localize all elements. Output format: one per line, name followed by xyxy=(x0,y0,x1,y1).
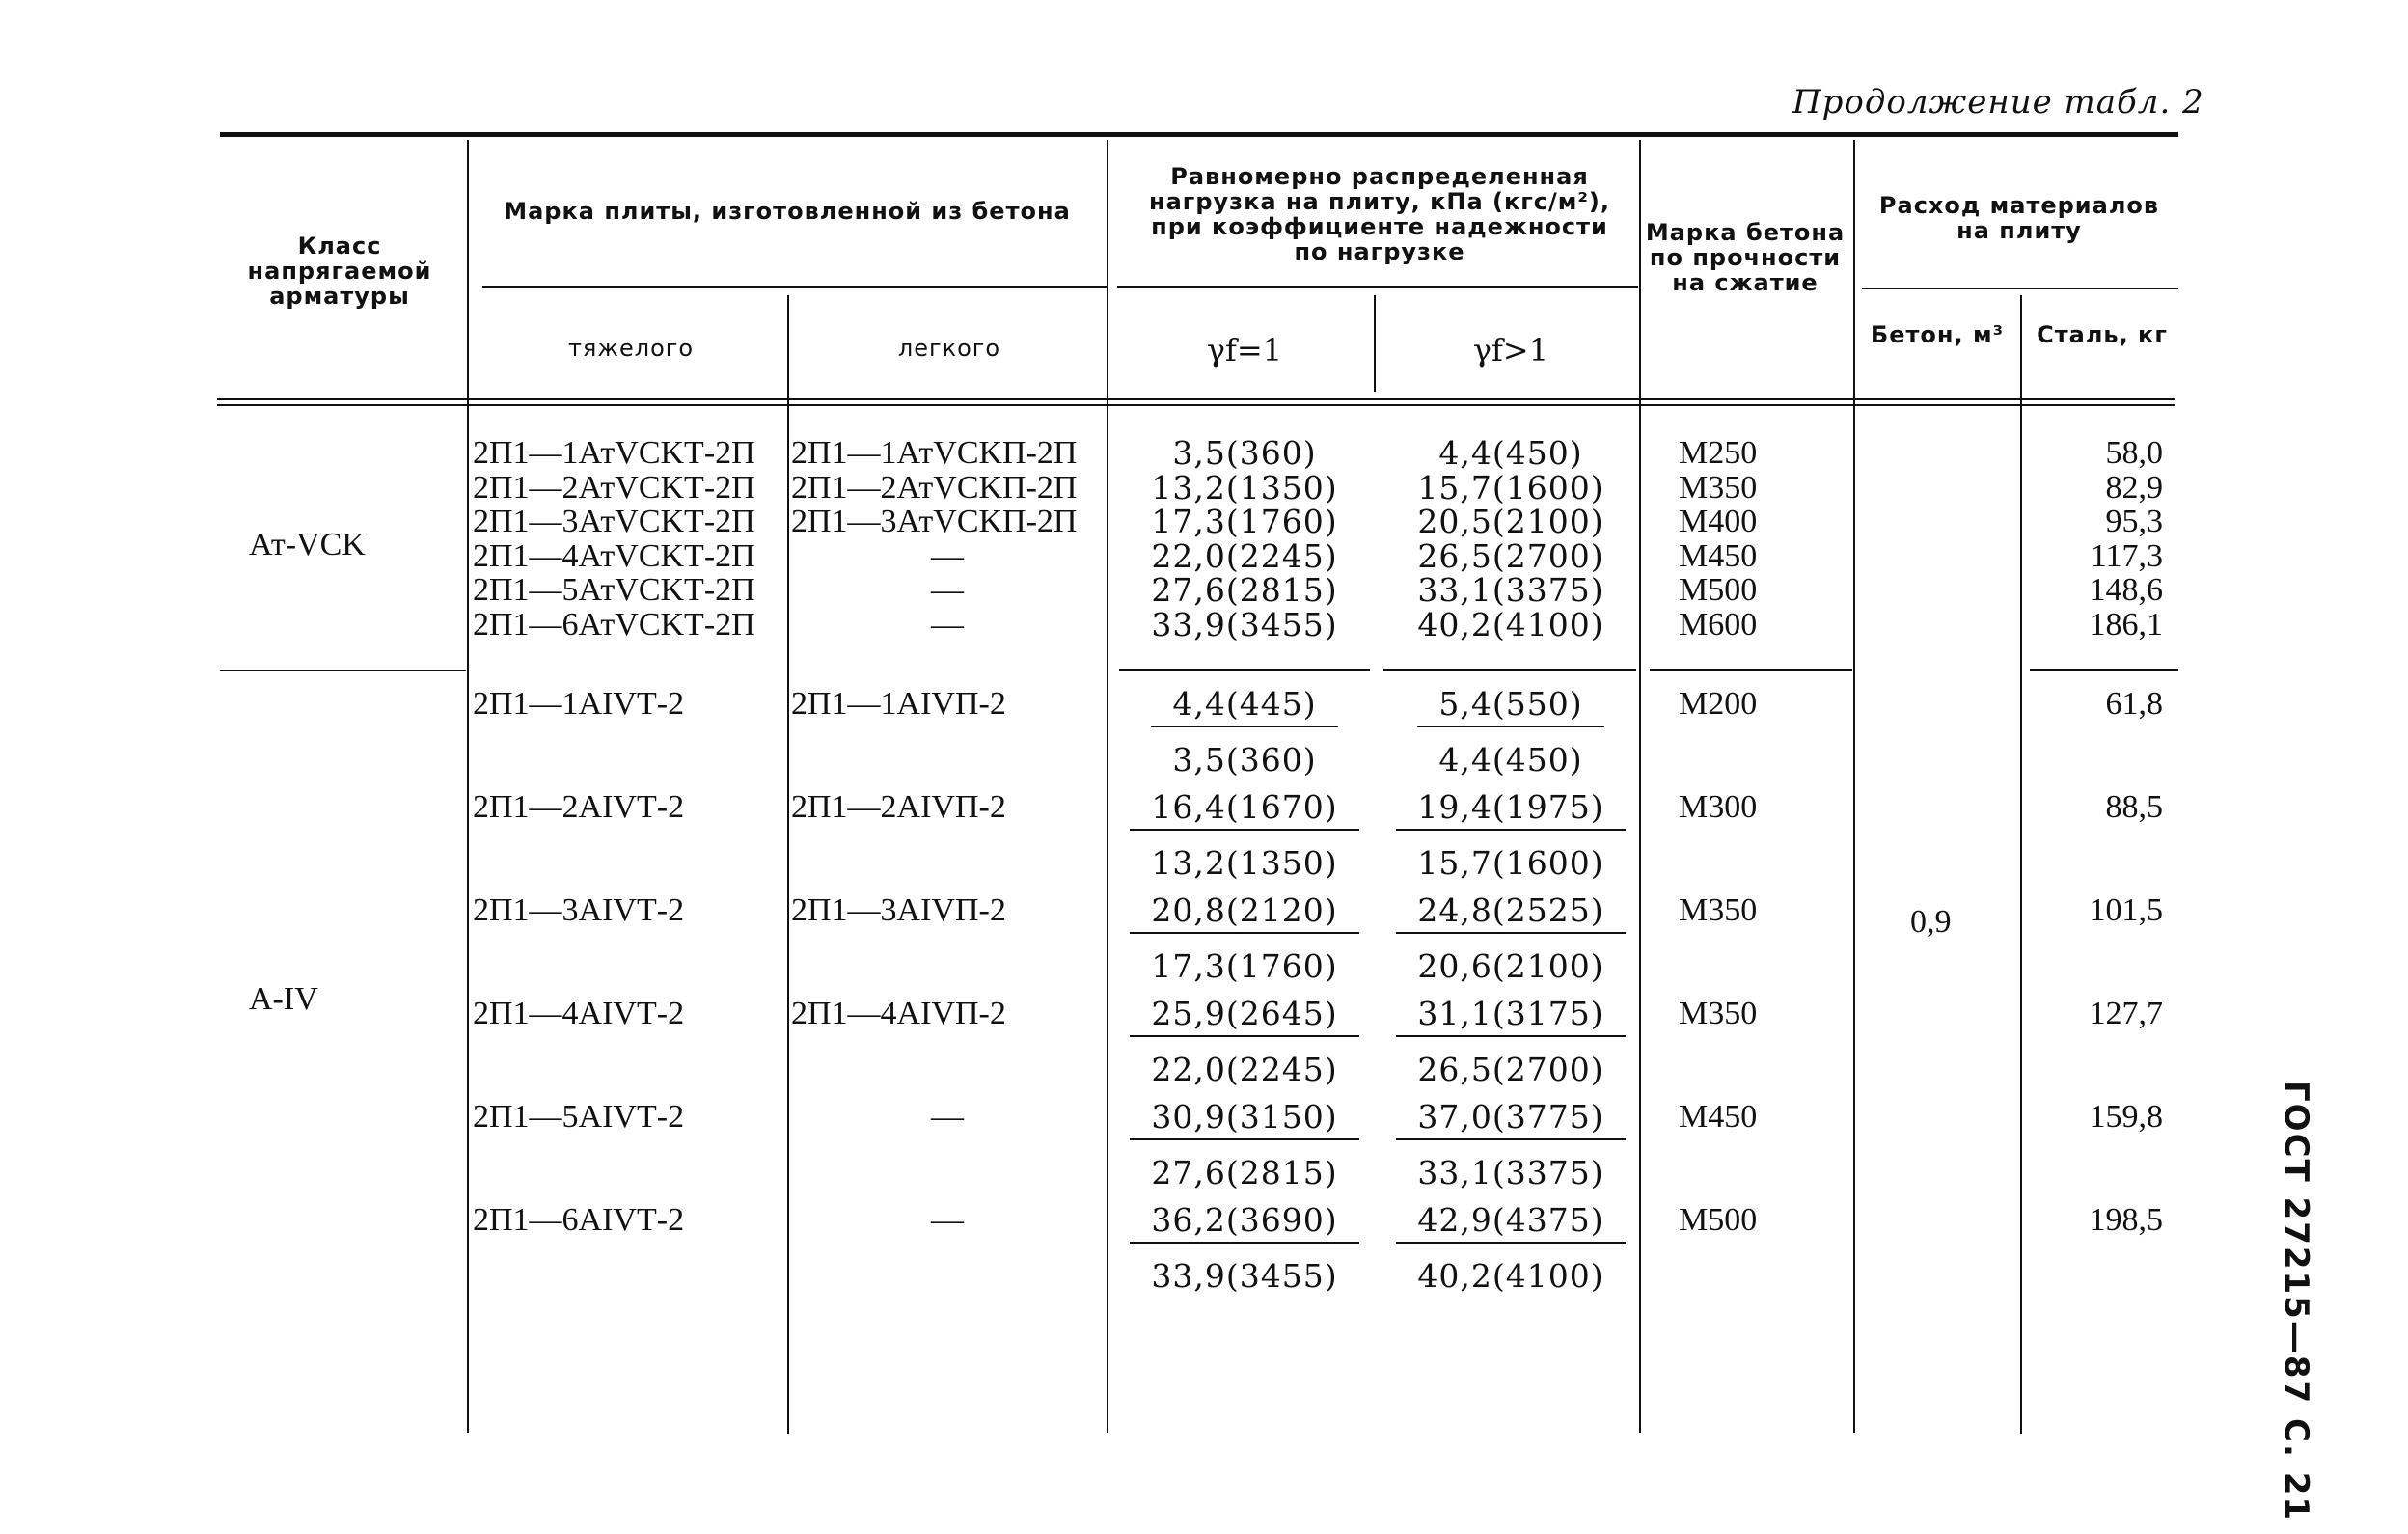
load-gamma-gt1-fraction-top: 31,1(3175) xyxy=(1396,997,1625,1037)
load-gamma-gt1-fraction xyxy=(1385,893,1636,984)
plate-mark-heavy: 2П1—1АтVCKТ-2П xyxy=(473,435,755,471)
load-gamma-gt1-fraction xyxy=(1385,1100,1636,1191)
load-gamma-gt1-fraction-bottom: 40,2(4100) xyxy=(1417,1257,1604,1295)
steel-kg: 148,6 xyxy=(2089,572,2163,608)
plate-mark-heavy: 2П1—1AIVТ-2 xyxy=(473,686,685,722)
concrete-grade: М500 xyxy=(1679,1202,1758,1238)
plate-mark-light: 2П1—1AIVП-2 xyxy=(791,686,1006,722)
header-bottom-rule xyxy=(217,398,2175,400)
group-divider-3 xyxy=(1383,669,1636,671)
plate-mark-light: 2П1—2АтVCKП-2П xyxy=(791,470,1078,506)
load-gamma-gt1: 33,1(3375) xyxy=(1417,571,1604,609)
plate-mark-light: — xyxy=(931,1202,964,1238)
plate-mark-light: 2П1—1АтVCKП-2П xyxy=(791,435,1078,471)
header-gamma-gt1: γf>1 xyxy=(1472,332,1549,369)
steel-kg: 159,8 xyxy=(2089,1099,2163,1135)
concrete-grade: М500 xyxy=(1679,572,1758,608)
col-divider-3 xyxy=(1107,140,1108,1433)
concrete-grade: М450 xyxy=(1679,538,1758,574)
header-marka-betona: Марка бетона по прочности на сжатие xyxy=(1645,219,1846,296)
header-beton: Бетон, м³ xyxy=(1870,321,2005,348)
plate-mark-light: 2П1—3АтVCKП-2П xyxy=(791,504,1078,539)
plate-mark-heavy: 2П1—3АтVCKТ-2П xyxy=(473,504,755,539)
table-top-rule xyxy=(220,132,2178,137)
plate-mark-light: — xyxy=(931,538,964,574)
header-klass: Класс напрягаемой арматуры xyxy=(247,233,432,310)
load-gamma-gt1-fraction-top: 37,0(3775) xyxy=(1396,1100,1625,1140)
col-divider-6 xyxy=(1853,140,1855,1433)
header-rashod: Расход материалов на плиту xyxy=(1878,192,2160,244)
load-gamma1-fraction-bottom: 22,0(2245) xyxy=(1151,1051,1338,1088)
load-gamma1: 22,0(2245) xyxy=(1151,537,1338,575)
plate-mark-light: — xyxy=(931,607,964,643)
load-gamma1-fraction-bottom: 33,9(3455) xyxy=(1151,1257,1338,1295)
header-bottom-rule-2 xyxy=(217,404,2175,406)
header-legkogo: легкого xyxy=(897,335,1001,362)
concrete-grade: М450 xyxy=(1679,1099,1758,1135)
load-gamma1-fraction-top: 25,9(2645) xyxy=(1130,997,1358,1037)
steel-kg: 61,8 xyxy=(2105,686,2163,722)
steel-kg: 88,5 xyxy=(2105,789,2163,825)
group-divider-5 xyxy=(2030,669,2178,671)
header-stal: Сталь, кг xyxy=(2037,321,2168,348)
load-gamma1-fraction-top: 4,4(445) xyxy=(1151,687,1337,727)
load-gamma1-fraction-bottom: 17,3(1760) xyxy=(1151,947,1338,985)
plate-mark-light: — xyxy=(931,572,964,608)
steel-kg: 82,9 xyxy=(2105,470,2163,506)
load-gamma-gt1: 40,2(4100) xyxy=(1417,606,1604,644)
load-gamma-gt1-fraction xyxy=(1385,687,1636,778)
table-caption: Продолжение табл. 2 xyxy=(1792,83,2204,122)
group1-beton-volume: 0,9 xyxy=(1910,904,1952,940)
concrete-grade: М200 xyxy=(1679,686,1758,722)
group-divider-2 xyxy=(1119,669,1370,671)
steel-kg: 58,0 xyxy=(2105,435,2163,471)
load-gamma1: 13,2(1350) xyxy=(1151,469,1338,507)
concrete-grade: М350 xyxy=(1679,892,1758,928)
steel-kg: 101,5 xyxy=(2089,892,2163,928)
load-gamma-gt1-fraction xyxy=(1385,790,1636,881)
load-gamma-gt1-fraction-bottom: 33,1(3375) xyxy=(1417,1154,1604,1192)
plate-mark-light: 2П1—4AIVП-2 xyxy=(791,996,1006,1031)
group1-klass: Ат-VCK xyxy=(249,527,366,562)
plate-mark-heavy: 2П1—2AIVТ-2 xyxy=(473,789,685,825)
steel-kg: 186,1 xyxy=(2089,607,2163,643)
concrete-grade: М350 xyxy=(1679,996,1758,1031)
header-mid-rule-2 xyxy=(1117,286,1638,288)
plate-mark-heavy: 2П1—3AIVТ-2 xyxy=(473,892,685,928)
steel-kg: 117,3 xyxy=(2090,538,2163,574)
plate-mark-heavy: 2П1—6АтVCKТ-2П xyxy=(473,607,755,643)
load-gamma1-fraction-top: 30,9(3150) xyxy=(1130,1100,1358,1140)
steel-kg: 127,7 xyxy=(2089,996,2163,1031)
load-gamma-gt1-fraction-top: 42,9(4375) xyxy=(1396,1203,1625,1244)
load-gamma1-fraction-bottom: 3,5(360) xyxy=(1172,741,1317,779)
load-gamma-gt1-fraction-top: 19,4(1975) xyxy=(1396,790,1625,831)
plate-mark-heavy: 2П1—2АтVCKТ-2П xyxy=(473,470,755,506)
document-side-label: ГОСТ 27215—87 С. 21 xyxy=(2277,1081,2315,1522)
load-gamma-gt1-fraction-bottom: 20,6(2100) xyxy=(1417,947,1604,985)
load-gamma1-fraction xyxy=(1119,1203,1370,1294)
concrete-grade: М600 xyxy=(1679,607,1758,643)
load-gamma-gt1-fraction-bottom: 4,4(450) xyxy=(1438,741,1583,779)
load-gamma-gt1-fraction-top: 24,8(2525) xyxy=(1396,893,1625,934)
group2-klass: A-IV xyxy=(249,981,318,1017)
header-mid-rule-1 xyxy=(482,286,1108,288)
load-gamma1: 27,6(2815) xyxy=(1151,571,1338,609)
concrete-grade: М300 xyxy=(1679,789,1758,825)
col-divider-7 xyxy=(2020,295,2022,1434)
plate-mark-heavy: 2П1—6AIVТ-2 xyxy=(473,1202,685,1238)
header-gamma1: γf=1 xyxy=(1206,332,1283,369)
plate-mark-light: — xyxy=(931,1099,964,1135)
steel-kg: 95,3 xyxy=(2105,504,2163,539)
load-gamma-gt1-fraction xyxy=(1385,997,1636,1087)
load-gamma-gt1-fraction-bottom: 15,7(1600) xyxy=(1417,844,1604,882)
load-gamma-gt1: 15,7(1600) xyxy=(1417,469,1604,507)
group-divider-1 xyxy=(220,670,466,671)
concrete-grade: М350 xyxy=(1679,470,1758,506)
load-gamma1-fraction-top: 36,2(3690) xyxy=(1130,1203,1358,1244)
steel-kg: 198,5 xyxy=(2089,1202,2163,1238)
col-divider-1 xyxy=(467,140,469,1433)
load-gamma1-fraction-top: 20,8(2120) xyxy=(1130,893,1358,934)
group-divider-4 xyxy=(1650,669,1852,671)
load-gamma1-fraction xyxy=(1119,893,1370,984)
col-divider-4 xyxy=(1374,295,1376,392)
load-gamma1: 3,5(360) xyxy=(1172,434,1317,472)
load-gamma1-fraction xyxy=(1119,997,1370,1087)
load-gamma-gt1-fraction xyxy=(1385,1203,1636,1294)
load-gamma1: 17,3(1760) xyxy=(1151,503,1338,540)
load-gamma1-fraction xyxy=(1119,790,1370,881)
load-gamma1-fraction-top: 16,4(1670) xyxy=(1130,790,1358,831)
load-gamma1-fraction xyxy=(1119,1100,1370,1191)
plate-mark-heavy: 2П1—5АтVCKТ-2П xyxy=(473,572,755,608)
plate-mark-light: 2П1—2AIVП-2 xyxy=(791,789,1006,825)
load-gamma1-fraction xyxy=(1119,687,1370,778)
header-tyazhelogo: тяжелого xyxy=(567,335,695,362)
load-gamma1-fraction-bottom: 27,6(2815) xyxy=(1151,1154,1338,1192)
header-nagruzka: Равномерно распределенная нагрузка на плиту, кПа (кгс/м²), при коэффициенте надежности по нагрузке xyxy=(1149,163,1610,265)
col-divider-2 xyxy=(787,295,789,1434)
load-gamma-gt1: 20,5(2100) xyxy=(1417,503,1604,540)
header-marka-plity: Марка плиты, изготовленной из бетона xyxy=(504,198,1071,225)
plate-mark-light: 2П1—3AIVП-2 xyxy=(791,892,1006,928)
load-gamma1-fraction-bottom: 13,2(1350) xyxy=(1151,844,1338,882)
plate-mark-heavy: 2П1—4АтVCKТ-2П xyxy=(473,538,755,574)
load-gamma-gt1: 4,4(450) xyxy=(1438,434,1583,472)
plate-mark-heavy: 2П1—5AIVТ-2 xyxy=(473,1099,685,1135)
load-gamma-gt1-fraction-bottom: 26,5(2700) xyxy=(1417,1051,1604,1088)
concrete-grade: М400 xyxy=(1679,504,1758,539)
col-divider-5 xyxy=(1639,140,1641,1433)
header-mid-rule-3 xyxy=(1862,288,2178,289)
plate-mark-heavy: 2П1—4AIVТ-2 xyxy=(473,996,685,1031)
load-gamma1: 33,9(3455) xyxy=(1151,606,1338,644)
load-gamma-gt1: 26,5(2700) xyxy=(1417,537,1604,575)
load-gamma-gt1-fraction-top: 5,4(550) xyxy=(1417,687,1603,727)
concrete-grade: М250 xyxy=(1679,435,1758,471)
